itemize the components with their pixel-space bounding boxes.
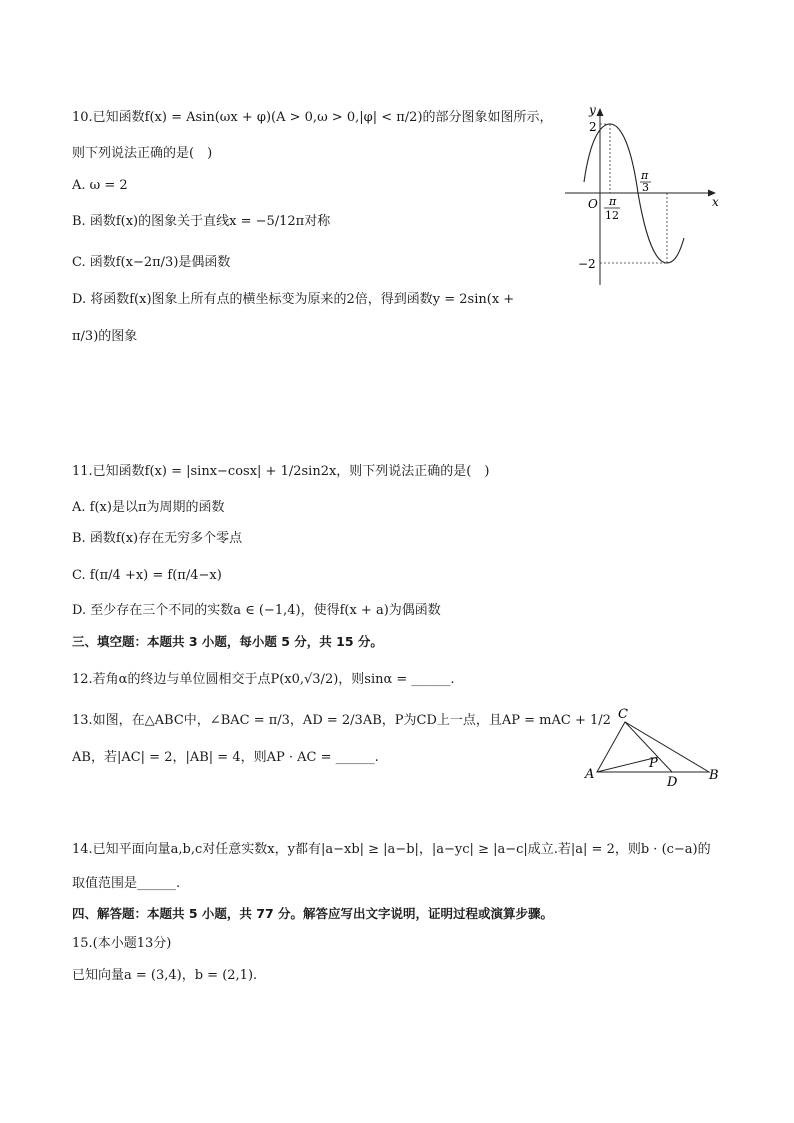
q10-option-d: D. 将函数f(x)图象上所有点的横坐标变为原来的2倍，得到函数y = 2sin(x +	[72, 292, 515, 307]
q10-stem-continued: 则下列说法正确的是( )	[72, 146, 213, 161]
q13-line1: 13.如图，在△ABC中，∠BAC = π/3，AD = 2/3AB，P为CD上一点，且AP = mAC + 1/2	[72, 713, 611, 728]
graph-pi12-denominator: 12	[605, 209, 619, 222]
q10-option-b: B. 函数f(x)的图象关于直线x = −5/12π对称	[72, 214, 331, 229]
graph-x-label: x	[712, 195, 719, 209]
vertex-a-label: A	[585, 767, 595, 782]
q10-stem: 10.已知函数f(x) = Asin(ωx + φ)(A > 0,ω > 0,|φ| < π/2)的部分图象如图所示，	[72, 110, 553, 125]
q11-option-c: C. f(π/4 +x) = f(π/4−x)	[72, 568, 222, 583]
graph-pi12-numerator: π	[609, 195, 617, 208]
q10-sine-graph	[560, 100, 730, 290]
graph-y-arrow	[597, 108, 604, 116]
graph-max-label: 2	[589, 120, 597, 134]
q11-option-d: D. 至少存在三个不同的实数a ∈ (−1,4)，使得f(x + a)为偶函数	[72, 603, 441, 618]
vertex-b-label: B	[709, 768, 719, 783]
q13-line2: AB，若|AC| = 2，|AB| = 4，则AP · AC = ______.	[72, 750, 379, 765]
q15-body: 已知向量a = (3,4)，b = (2,1).	[72, 968, 258, 983]
point-d-label: D	[667, 775, 678, 790]
q14-line1: 14.已知平面向量a,b,c对任意实数x，y都有|a−xb| ≥ |a−b|，|a−yc| ≥ |a−c|成立.若|a| = 2，则b · (c−a)的	[72, 842, 711, 857]
q15-title: 15.(本小题13分)	[72, 936, 172, 951]
q12-text: 12.若角α的终边与单位圆相交于点P(x0,√3/2)，则sinα = ______.	[72, 672, 455, 687]
q13-triangle-figure	[583, 704, 733, 794]
section-3-heading: 三、填空题：本题共 3 小题，每小题 5 分，共 15 分。	[72, 634, 383, 649]
vertex-c-label: C	[618, 707, 628, 722]
q11-stem: 11.已知函数f(x) = |sinx−cosx| + 1/2sin2x，则下列说法正确的是( )	[72, 464, 490, 479]
q11-option-b: B. 函数f(x)存在无穷多个零点	[72, 531, 243, 546]
point-p-label: P	[649, 756, 658, 771]
graph-y-label: y	[589, 103, 596, 117]
graph-pi3-denominator: 3	[642, 181, 649, 194]
graph-origin-label: O	[588, 197, 598, 211]
graph-pi3-numerator: π	[641, 169, 649, 182]
q11-option-a: A. f(x)是以π为周期的函数	[72, 500, 225, 515]
q14-line2: 取值范围是______.	[72, 876, 181, 891]
q10-option-c: C. 函数f(x−2π/3)是偶函数	[72, 255, 231, 270]
section-4-heading: 四、解答题：本题共 5 小题，共 77 分。解答应写出文字说明，证明过程或演算步骤。	[72, 906, 554, 921]
graph-min-label: −2	[578, 257, 596, 271]
q10-option-a: A. ω = 2	[72, 178, 128, 193]
q10-option-d-continued: π/3)的图象	[72, 329, 138, 344]
